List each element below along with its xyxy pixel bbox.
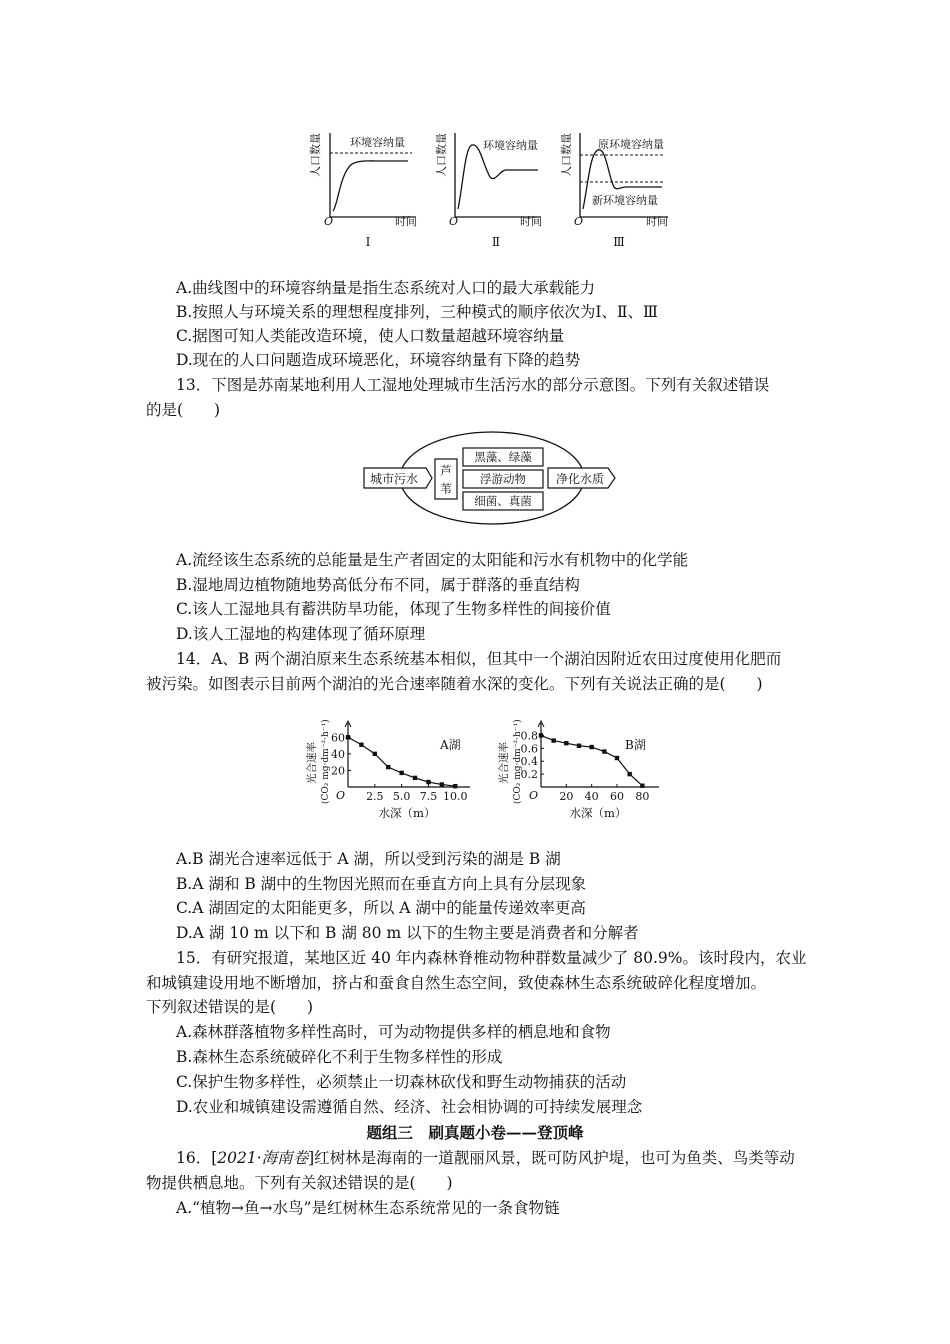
output-label: 净化水质 — [555, 472, 605, 486]
lake-b-data-point — [640, 784, 644, 788]
graph-3-origin: O — [574, 215, 584, 228]
q12-option-a: A.曲线图中的环境容纳量是指生态系统对人口的最大承载能力 — [176, 279, 596, 297]
lake-a-data-point — [346, 735, 350, 739]
zooplankton-label: 浮游动物 — [480, 472, 526, 486]
graph-1-origin: O — [324, 215, 334, 228]
q13-option-a: A.流经该生态系统的总能量是生产者固定的太阳能和污水有机物中的化学能 — [176, 551, 689, 569]
lake-b-ytick-label: 0.4 — [520, 755, 538, 769]
q14-stem-line2: 被污染。如图表示目前两个湖泊的光合速率随着水深的变化。下列有关说法正确的是( ) — [146, 675, 763, 693]
q13-stem-line1: 13．下图是苏南某地利用人工湿地处理城市生活污水的部分示意图。下列有关叙述错误 — [176, 376, 770, 394]
lake-b-ytick-label: 0.8 — [520, 729, 538, 743]
lake-b-ytick-label: 0.6 — [520, 742, 538, 756]
q15-stem-line2: 和城镇建设用地不断增加，挤占和蚕食自然生态空间，致使森林生态系统破碎化程度增加。 — [146, 974, 767, 992]
lake-b-data-point — [539, 733, 543, 737]
q12-option-c: C.据图可知人类能改造环境，使人口数量超越环境容纳量 — [176, 327, 565, 345]
lake-a-title: A湖 — [440, 738, 461, 752]
lake-b-data-point — [577, 744, 581, 748]
q12-option-b: B.按照人与环境关系的理想程度排列，三种模式的顺序依次为Ⅰ、Ⅱ、Ⅲ — [176, 303, 658, 321]
graph-2-origin: O — [449, 215, 459, 228]
graph-2-xlabel: 时间 — [520, 215, 542, 228]
q16-number: 16．[ — [176, 1149, 218, 1167]
lake-b-xtick-label: 40 — [584, 790, 599, 803]
q14-option-c: C.A 湖固定的太阳能更多，所以 A 湖中的能量传递效率更高 — [176, 899, 586, 917]
lake-a-data-point — [426, 780, 430, 784]
lake-a-xtick-label: 7.5 — [419, 790, 438, 803]
q14-option-d: D.A 湖 10 m 以下和 B 湖 80 m 以下的生物主要是消费者和分解者 — [176, 924, 639, 942]
lake-b-data-point — [627, 772, 631, 776]
section-heading: 题组三 刷真题小卷——登顶峰 — [366, 1123, 584, 1142]
graph-3-ylabel: 人口数量 — [560, 133, 573, 177]
q13-option-d: D.该人工湿地的构建体现了循环原理 — [176, 625, 426, 643]
lake-a-ylabel-2: (CO₂ mg·dm⁻²·h⁻¹) — [321, 719, 331, 804]
wetland-diagram — [360, 430, 625, 530]
q14-option-b: B.A 湖和 B 湖中的生物因光照而在垂直方向上具有分层现象 — [176, 875, 587, 893]
lake-b-data-point — [602, 749, 606, 753]
lake-b-data-point — [615, 756, 619, 760]
lake-a-xtick-label: 2.5 — [366, 790, 384, 803]
lake-a-data-point — [413, 776, 417, 780]
lake-a-xlabel: 水深（m） — [378, 806, 436, 820]
lake-a-data-point — [453, 784, 457, 788]
lake-a-data-point — [399, 771, 403, 775]
graph-1 — [308, 133, 417, 249]
q16-stem-line2: 物提供栖息地。下列有关叙述错误的是( ) — [146, 1174, 453, 1192]
q14-option-a: A.B 湖光合速率远低于 A 湖，所以受到污染的湖是 B 湖 — [176, 850, 561, 868]
lake-a-ytick-label: 20 — [331, 764, 345, 778]
q15-stem-line3: 下列叙述错误的是( ) — [146, 998, 314, 1016]
lake-b-xlabel: 水深（m） — [569, 806, 627, 820]
graph-1-xlabel: 时间 — [395, 215, 417, 228]
q13-option-b: B.湿地周边植物随地势高低分布不同，属于群落的垂直结构 — [176, 576, 580, 594]
lake-b-xtick-label: 60 — [610, 790, 624, 803]
graph-1-ylabel: 人口数量 — [309, 133, 322, 177]
graph-2-label: Ⅱ — [491, 235, 501, 249]
q16-source: 2021·海南卷 — [217, 1149, 309, 1167]
q15-option-c: C.保护生物多样性，必须禁止一切森林砍伐和野生动物捕获的活动 — [176, 1073, 627, 1091]
q15-option-b: B.森林生态系统破碎化不利于生物多样性的形成 — [176, 1048, 503, 1066]
graph-2-ylabel: 人口数量 — [435, 133, 448, 177]
q15-option-a: A.森林群落植物多样性高时，可为动物提供多样的栖息地和食物 — [176, 1023, 611, 1041]
q16-stem-rest: ]红树林是海南的一道靓丽风景，既可防风护堤，也可为鱼类、鸟类等动 — [308, 1149, 795, 1167]
graph-3-xlabel: 时间 — [646, 215, 668, 228]
q15-stem-line1: 15．有研究报道，某地区近 40 年内森林脊椎动物种群数量减少了 80.9%。该时段内，农业 — [176, 949, 807, 967]
q12-option-d: D.现在的人口问题造成环境恶化，环境容纳量有下降的趋势 — [176, 351, 581, 369]
input-label: 城市污水 — [369, 472, 419, 486]
reed-label-2: 苇 — [439, 482, 453, 496]
lake-a-origin: O — [336, 789, 346, 802]
q13-option-c: C.该人工湿地具有蓄洪防旱功能，体现了生物多样性的间接价值 — [176, 600, 611, 618]
lake-b-origin: O — [529, 789, 539, 802]
lake-b-data-point — [564, 741, 568, 745]
lake-a-ytick-label: 60 — [331, 731, 345, 745]
q15-option-d: D.农业和城镇建设需遵循自然、经济、社会相协调的可持续发展理念 — [176, 1098, 643, 1116]
lake-a-data-point — [440, 782, 444, 786]
q13-stem-line2: 的是( ) — [146, 401, 221, 419]
graph-3-cap-new-label: 新环境容纳量 — [592, 194, 658, 207]
lake-b-ytick-label: 0.2 — [520, 768, 538, 782]
lake-a-data-point — [373, 752, 377, 756]
graph-3-cap-old-label: 原环境容纳量 — [598, 138, 664, 151]
algae-label: 黑藻、绿藻 — [474, 450, 532, 464]
graph-1-label: Ⅰ — [365, 235, 371, 249]
lake-a-xtick-label: 10.0 — [443, 790, 468, 803]
lake-b-chart — [495, 705, 675, 830]
lake-b-ylabel-2: (CO₂ mg·dm⁻²·h⁻¹) — [513, 719, 523, 804]
lake-b-ylabel-1: 光合速率 — [498, 742, 510, 784]
lake-a-chart — [300, 705, 490, 830]
lake-b-data-point — [551, 738, 555, 742]
graph-3-label: Ⅲ — [613, 235, 625, 249]
lake-a-ytick-label: 40 — [331, 747, 345, 761]
graph-3 — [559, 133, 668, 249]
q14-stem-line1: 14．A、B 两个湖泊原来生态系统基本相似，但其中一个湖泊因附近农田过度使用化肥而 — [176, 650, 782, 668]
q16-stem-line1 — [176, 1146, 846, 1170]
reed-label-1: 芦 — [439, 464, 453, 478]
graph-2-cap-label: 环境容纳量 — [483, 139, 538, 152]
lake-a-ylabel-1: 光合速率 — [306, 742, 318, 784]
lake-b-xtick-label: 80 — [635, 790, 650, 803]
lake-a-data-point — [359, 743, 363, 747]
lake-b-xtick-label: 20 — [559, 790, 574, 803]
graph-2 — [434, 133, 542, 249]
lake-b-data-point — [589, 745, 593, 749]
q16-option-a: A.“植物→鱼→水鸟”是红树林生态系统常见的一条食物链 — [176, 1199, 560, 1217]
graph-1-cap-label: 环境容纳量 — [350, 136, 405, 149]
lake-a-data-point — [386, 765, 390, 769]
lake-b-title: B湖 — [625, 738, 646, 752]
bacteria-fungi-label: 细菌、真菌 — [474, 494, 532, 508]
lake-a-xtick-label: 5.0 — [392, 790, 411, 803]
population-curves-figure — [300, 125, 690, 255]
